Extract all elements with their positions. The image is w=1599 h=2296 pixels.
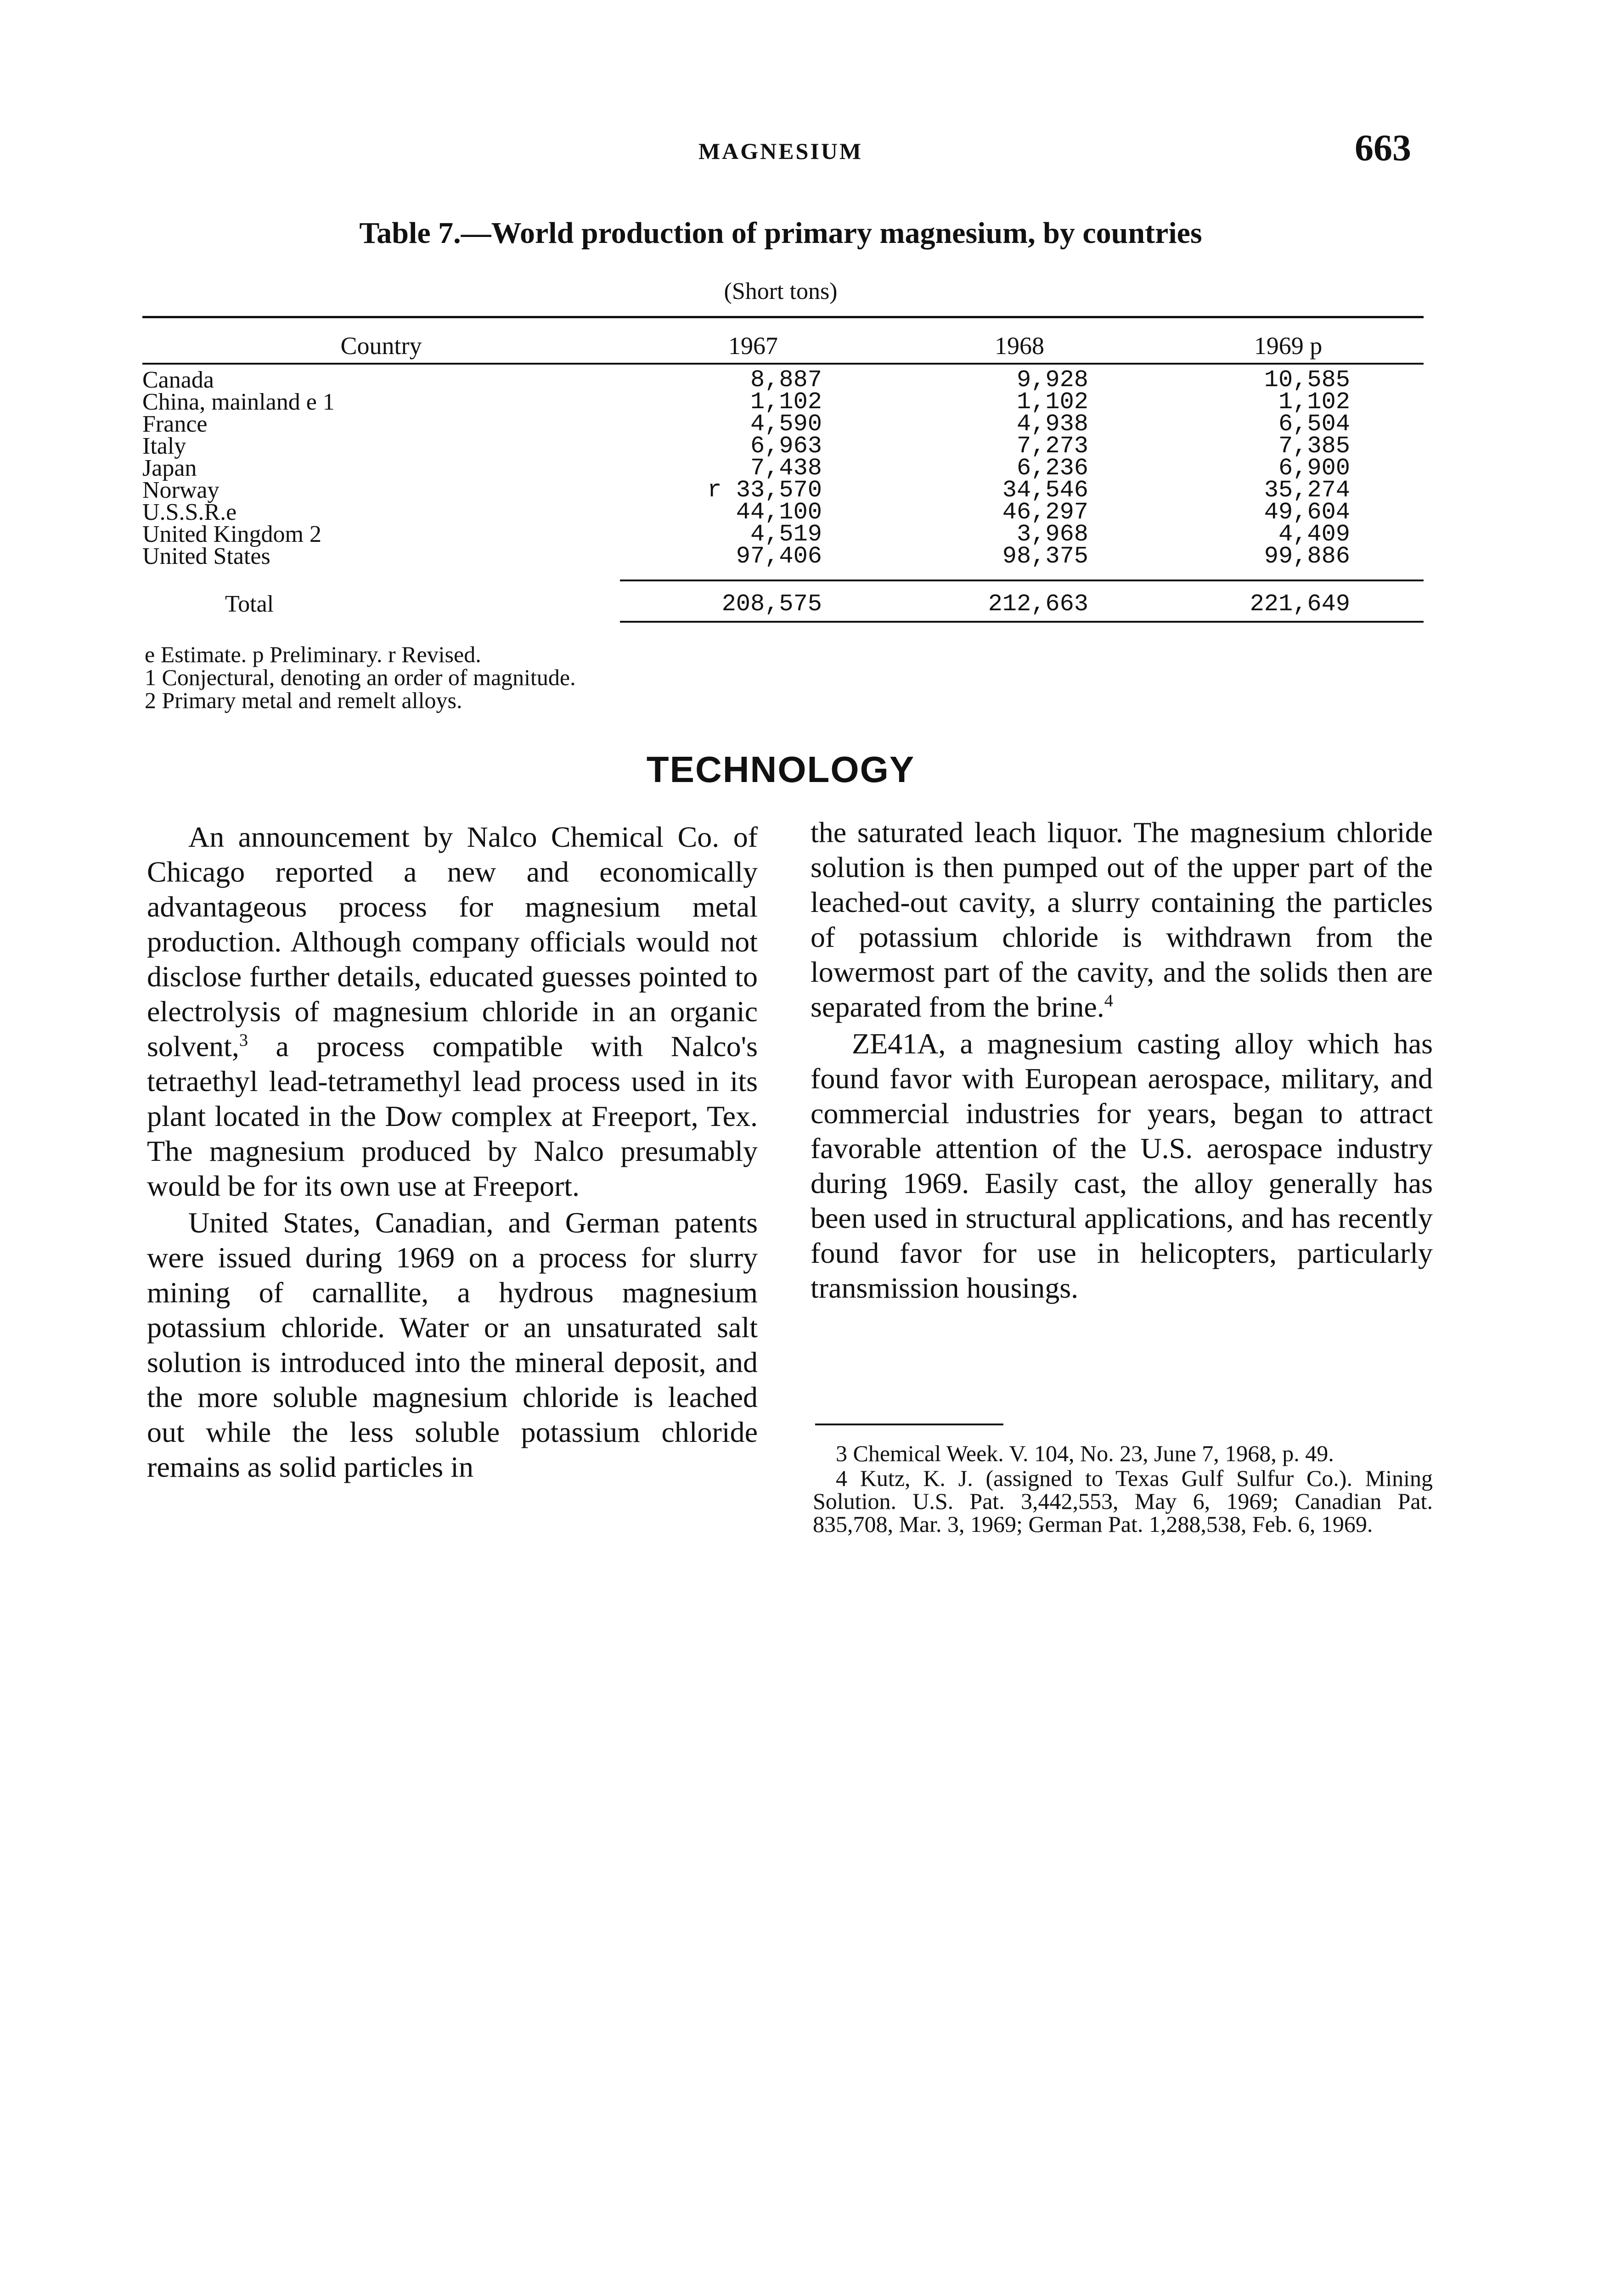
cell-1969: 7,385: [1278, 433, 1350, 460]
table-title: Table 7.—World production of primary magnesium, by countries: [359, 216, 1202, 250]
cell-1968: 98,375: [1002, 543, 1088, 570]
table-units: (Short tons): [724, 278, 838, 304]
column-header-1967: 1967: [728, 332, 778, 360]
cell-1969: 49,604: [1264, 499, 1350, 526]
row-label: United States: [142, 543, 270, 569]
table-footnote-2: 2 Primary metal and remelt alloys.: [145, 687, 462, 713]
total-1967: 208,575: [721, 591, 822, 618]
cell-1967: 4,519: [750, 521, 822, 548]
running-head: MAGNESIUM: [698, 138, 863, 164]
footnote-3: 3 Chemical Week. V. 104, No. 23, June 7, 1968, p. 49.: [836, 1441, 1334, 1466]
cell-1967: 44,100: [736, 499, 822, 526]
cell-1968: 9,928: [1016, 366, 1088, 394]
total-1968: 212,663: [988, 591, 1088, 618]
table-row: [142, 521, 1424, 548]
cell-1967: r 33,570: [707, 477, 822, 504]
section-heading: TECHNOLOGY: [646, 749, 915, 790]
cell-1968: 46,297: [1002, 499, 1088, 526]
table-row: [142, 499, 1424, 526]
row-label: Canada: [142, 367, 214, 393]
cell-1969: 35,274: [1264, 477, 1350, 504]
cell-1967: 4,590: [750, 411, 822, 438]
table-total-row: [142, 591, 1424, 618]
row-label: United Kingdom 2: [142, 521, 321, 547]
cell-1967: 8,887: [750, 366, 822, 394]
cell-1968: 34,546: [1002, 477, 1088, 504]
table-footnote-1: 1 Conjectural, denoting an order of magnitude.: [145, 664, 576, 690]
cell-1969: 6,900: [1278, 455, 1350, 482]
table-body: [142, 366, 1424, 570]
table-top-rule: [142, 316, 1424, 318]
table-bottom-rule: [620, 621, 1424, 623]
row-label: U.S.S.R.e: [142, 499, 237, 525]
cell-1969: 6,504: [1278, 411, 1350, 438]
left-column: [147, 820, 758, 1485]
cell-1969: 99,886: [1264, 543, 1350, 570]
cell-1969: 1,102: [1278, 388, 1350, 416]
footnote-ref-3: 3: [239, 1030, 248, 1050]
footnote-legend: e Estimate. p Preliminary. r Revised.: [145, 642, 481, 667]
paragraph: [147, 820, 758, 1204]
total-1969: 221,649: [1250, 591, 1350, 618]
row-label: Japan: [142, 455, 197, 481]
column-header-1968: 1968: [995, 332, 1044, 360]
right-column: [811, 815, 1433, 1306]
row-label: Norway: [142, 477, 220, 503]
row-label: France: [142, 411, 208, 437]
total-label: Total: [225, 591, 274, 617]
table-row: [142, 411, 1424, 438]
row-label: China, mainland e 1: [142, 389, 335, 415]
table-header-rule: [142, 363, 1424, 365]
cell-1969: 10,585: [1264, 366, 1350, 394]
cell-1968: 4,938: [1016, 411, 1088, 438]
paragraph: ZE41A, a magnesium casting alloy which has found favor with European aerospace, military, and commercial industries for years, began to attract favorable attention of the U.S. aerospace industry during 1969. Easily cast, the alloy generally has been used in structural applications, and has recently found favor for use in helicopters, particularly transmission housings.: [811, 1027, 1433, 1304]
footnote-ref-4: 4: [1104, 991, 1113, 1011]
page-footnotes: [813, 1442, 1433, 1537]
cell-1967: 1,102: [750, 388, 822, 416]
table-row: [142, 543, 1424, 570]
cell-1968: 6,236: [1016, 455, 1088, 482]
cell-1967: 6,963: [750, 433, 822, 460]
cell-1967: 7,438: [750, 455, 822, 482]
table-row: [142, 366, 1424, 394]
cell-1968: 7,273: [1016, 433, 1088, 460]
table-footnotes: [145, 643, 833, 712]
table-row: [142, 455, 1424, 482]
row-label: Italy: [142, 433, 186, 459]
column-header-1969: 1969 p: [1254, 332, 1323, 360]
cell-1969: 4,409: [1278, 521, 1350, 548]
paragraph-text: the saturated leach liquor. The magnesium chloride solution is then pumped out of the upper part of the leached-out cavity, a slurry containing the particles of potassium chloride is withdrawn from the lowermost part of the cavity, and the solids then are separated from the brine.: [811, 816, 1433, 1023]
paragraph-text: An announcement by Nalco Chemical Co. of Chicago reported a new and economically advantageous process for magnesium metal production. Although company officials would not disclose further details, educated guesses pointed to electrolysis of magnesium chloride in an organic solvent,: [147, 821, 758, 1063]
table-row: [142, 477, 1424, 504]
paragraph: [811, 815, 1433, 1024]
footnote-4: 4 Kutz, K. J. (assigned to Texas Gulf Sulfur Co.). Mining Solution. U.S. Pat. 3,442,553, May 6, 1969; Canadian Pat. 835,708, Mar. 3, 1969; German Pat. 1,288,538, Feb. 6, 1969.: [813, 1465, 1433, 1537]
cell-1968: 3,968: [1016, 521, 1088, 548]
footnote-separator: [815, 1424, 1003, 1425]
paragraph: United States, Canadian, and German patents were issued during 1969 on a process for slurry mining of carnallite, a hydrous magnesium potassium chloride. Water or an unsaturated salt solution is introduced into the mineral deposit, and the more soluble magnesium chloride is leached out while the less soluble potassium chloride remains as solid particles in: [147, 1206, 758, 1483]
cell-1967: 97,406: [736, 543, 822, 570]
cell-1968: 1,102: [1016, 388, 1088, 416]
page-number: 663: [1355, 127, 1411, 169]
table-row: [142, 433, 1424, 460]
total-rule: [620, 580, 1424, 581]
table-row: [142, 388, 1424, 416]
paragraph-text: a process compatible with Nalco's tetraethyl lead-tetramethyl lead process used in its plant located in the Dow complex at Freeport, Tex. The magnesium produced by Nalco presumably would be for its own use at Freeport.: [147, 1030, 758, 1202]
column-header-country: Country: [340, 332, 422, 360]
